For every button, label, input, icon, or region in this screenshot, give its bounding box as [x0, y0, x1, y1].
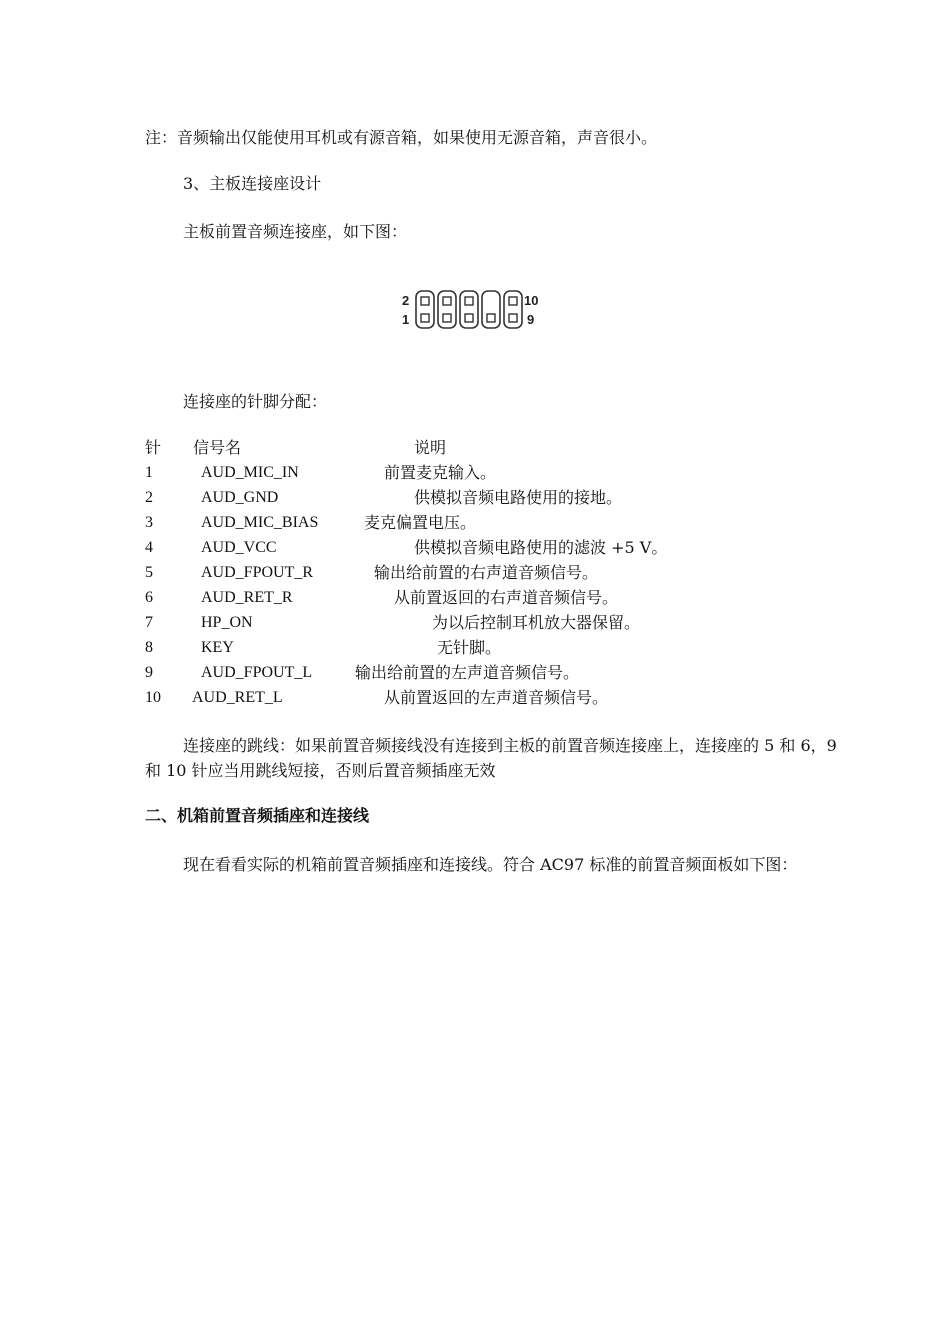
signal-desc: 从前置返回的右声道音频信号。	[394, 588, 619, 607]
audio-connector-diagram	[400, 288, 545, 332]
section-3-title: 3、主板连接座设计	[183, 174, 322, 193]
table-row	[0, 613, 950, 633]
table-row	[0, 488, 950, 508]
connector-pin-column-1-2	[416, 291, 434, 328]
connector-intro: 主板前置音频连接座，如下图：	[183, 222, 408, 241]
pin-assignment-title: 连接座的针脚分配：	[183, 392, 328, 411]
pin-table-header	[0, 438, 950, 458]
signal-desc: 从前置返回的左声道音频信号。	[384, 688, 609, 707]
note-text: 注：音频输出仅能使用耳机或有源音箱，如果使用无源音箱，声音很小。	[145, 128, 658, 147]
table-row	[0, 563, 950, 583]
connector-label-pin-9: 9	[527, 312, 535, 327]
table-row	[0, 463, 950, 483]
signal-name: AUD_FPOUT_L	[201, 664, 313, 681]
header-signal: 信号名	[193, 438, 242, 457]
signal-name: AUD_RET_L	[192, 689, 283, 706]
connector-label-pin-2: 2	[402, 293, 410, 308]
signal-desc: 前置麦克输入。	[384, 463, 497, 482]
signal-desc: 供模拟音频电路使用的接地。	[414, 488, 623, 507]
pin-number: 9	[145, 664, 153, 681]
signal-desc: 为以后控制耳机放大器保留。	[432, 613, 641, 632]
signal-desc: 麦克偏置电压。	[364, 513, 477, 532]
signal-name: AUD_MIC_BIAS	[201, 514, 319, 531]
pin-number: 2	[145, 489, 153, 506]
pin-number: 7	[145, 614, 153, 631]
header-pin: 针	[145, 438, 162, 457]
connector-pin-column-5-6	[460, 291, 478, 328]
signal-name: AUD_VCC	[201, 539, 277, 556]
signal-name: HP_ON	[201, 614, 253, 631]
signal-desc: 供模拟音频电路使用的滤波 +5 V。	[414, 538, 668, 557]
connector-pin-column-3-4	[438, 291, 456, 328]
connector-label-pin-1: 1	[402, 312, 410, 327]
jumper-paragraph: 连接座的跳线：如果前置音频接线没有连接到主板的前置音频连接座上，连接座的 5 和 6，9 和 10 针应当用跳线短接，否则后置音频插座无效	[145, 736, 837, 780]
pin-number: 1	[145, 464, 153, 481]
pin-number: 6	[145, 589, 153, 606]
signal-name: AUD_MIC_IN	[201, 464, 299, 481]
pin-number: 5	[145, 564, 153, 581]
signal-name: KEY	[201, 639, 234, 656]
header-desc: 说明	[414, 438, 447, 457]
table-row	[0, 638, 950, 658]
table-row	[0, 538, 950, 558]
signal-desc: 输出给前置的右声道音频信号。	[374, 563, 599, 582]
table-row	[0, 513, 950, 533]
signal-name: AUD_FPOUT_R	[201, 564, 314, 581]
signal-name: AUD_RET_R	[201, 589, 293, 606]
connector-pin-column-7-8-key	[482, 291, 500, 328]
table-row	[0, 663, 950, 683]
signal-desc: 无针脚。	[437, 638, 502, 657]
pin-number: 10	[145, 689, 161, 706]
connector-pin-column-9-10	[504, 291, 522, 328]
pin-number: 3	[145, 514, 153, 531]
table-row	[0, 688, 950, 708]
closing-paragraph: 现在看看实际的机箱前置音频插座和连接线。符合 AC97 标准的前置音频面板如下图：	[183, 855, 798, 874]
pin-number: 4	[145, 539, 153, 556]
pin-number: 8	[145, 639, 153, 656]
connector-label-pin-10: 10	[524, 293, 539, 308]
table-row	[0, 588, 950, 608]
section-2-title: 二、机箱前置音频插座和连接线	[145, 806, 370, 825]
signal-name: AUD_GND	[201, 489, 279, 506]
signal-desc: 输出给前置的左声道音频信号。	[355, 663, 580, 682]
